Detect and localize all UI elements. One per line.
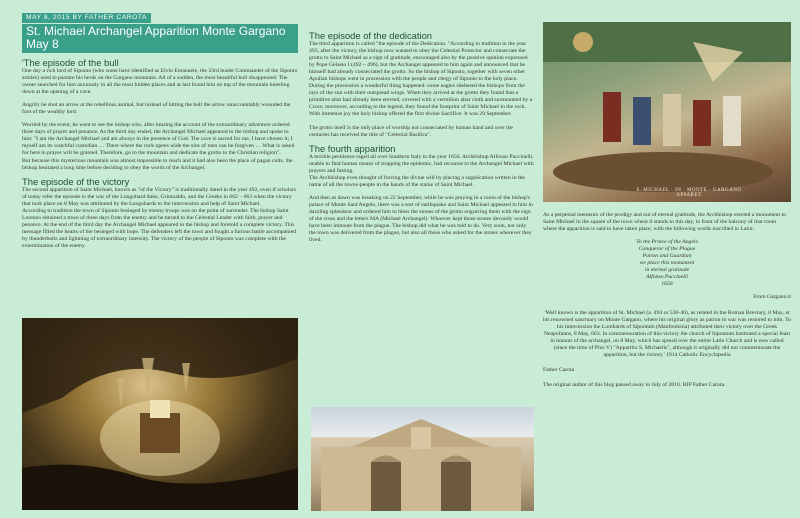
signature: Father Carota	[543, 366, 575, 373]
inscription-line: we place this monument	[639, 260, 695, 267]
title-line-1: St. Michael Archangel Apparition Monte Gargano	[26, 24, 286, 38]
bull-paragraph-1: One day a rich lord of Siponto (who some have identified as Elvio Emanuele, the 33rd leader Commander of the Siponto armies) used to pasture his herds on the Gargano mountain. All of a sudden, the most beautiful bull disappeared. The owner searched for him anxiously in all the most hidden places and at last found him on top of the mountain kneeling down at the opening of a cave.	[22, 68, 298, 96]
fourth-paragraph-3: And then as dawn was breaking on 22 September, while he was praying in a room of the bishop's palace of Monte Sant'Angelo, there was a sort of earthquake and Saint Michael appeared to him in dazzling splendour and ordered him to bless the stones of the grotto engraving them with the sign of the cross and the letters MA (Michael Archangel). Whoever kept those stones devoutly would have been immune from the plague. The bishop did what he was told to do. Very soon, not only the town was delivered from the plague, but also all those who asked for the stones wherever they lived.	[309, 194, 533, 244]
victory-paragraph-1: The second apparition of Saint Michael, known as "of the Victory" is traditionally dated in the year 492, even if scholars of today refer the episode to the war of the Longobard duke, Grimoaldo, and the Greeks in 662 – 663 when the victory that took place on 8 May was attributed by the Longobards to the intercession and help of Saint Michael.	[22, 186, 296, 207]
date-band: MAY 8, 2015 BY FATHER CAROTA	[22, 13, 151, 23]
bull-heading: 'The episode of the bull	[22, 57, 119, 68]
victory-paragraph-2: According to tradition the town of Siponto besieged by enemy troops was on the point of surrender. The bishop Saint Lorenzo obtained a truce of three days from the enemy and he turned to the Celestial Leader with faith, prayer and penance. At the end of the third day the Archangel Michael appeared to the bishop and foretold a complete victory. This message filled the hearts of the besieged with hope. The defenders left the town and fought a furious battle accompanied by thunderbolts and lightning of extraordinary intensity. The victory of the people of Siponto was complete with the extermination of the enemy.	[22, 207, 297, 249]
source-credit: From Gargano.it	[753, 294, 791, 301]
dedication-heading: The episode of the dedication	[309, 30, 433, 41]
fourth-heading: The fourth apparition	[309, 142, 396, 154]
bull-paragraph-4: But because this mysterious mountain was almost impossible to reach and it had also been the place of pagan cults, the bishop hesitated a long time before deciding to obey the words of the Archangel.	[22, 157, 293, 171]
cave-illustration	[22, 318, 298, 510]
column-left	[22, 6, 298, 250]
bull-paragraph-2: Angrily he shot an arrow at the rebellious animal, but instead of hitting the bull the arrow unaccountably wounded the foot of the wealthy lord.	[22, 102, 291, 116]
footer-note: The original author of this blog passed away in July of 2016. RIP Father Carota.	[543, 381, 726, 388]
inscription-line: To the Prince of the Angels	[636, 239, 698, 246]
cave-photo	[22, 318, 298, 510]
encyclopedia-quote: 'Well known is the apparition of St. Michael (a. 494 or 530-40), as related in the Roman Breviary, 8 May, at his renowned sanctuary on Monte Gargano, where his original glory as patron in war was restored to him. To his intercession the Lombards of Sipontum (Manfredonia) attributed their victory over the Greek Neapolitans, 8 May, 663. In commemoration of this victory the church of Sipontum instituted a special feast in honour of the archangel, on 8 May, which has spread over the entire Latin Church and is now called (since the time of Pius V) "Apparitio S. Michaelis", although it originally did not commemorate the apparition, but the victory.' 1914 Catholic Encyclopedia	[543, 309, 792, 358]
bull-paragraph-3: Worried by the event, he went to see the bishop who, after hearing the account of the extraordinary adventure ordered three days of prayer and penance. As the third day ended, the Archangel Michael appeared to the bishop and spoke to him: "I am the Archangel Michael and am always in the presence of God. The cave is sacred for me, I have chosen it; I myself am its watchful custodian … There where the rock opens wide the sins of men can be forgiven … What is asked for here in prayer will be granted. Therefore, go to the mountain and dedicate the grotto to the Christian religion".	[22, 122, 295, 157]
inscription-line: Alfonso Puccinelli	[646, 274, 688, 281]
fourth-paragraph-1: A terrible pestilence raged all over Southern Italy in the year 1656. Archbishop Alfonso Puccinelli, unable to find human means of stopping the epidemic, had recourse to the Archangel Michael with prayers and fasting.	[309, 153, 534, 174]
inscription-line: in eternal gratitude	[644, 267, 690, 274]
church-photo	[311, 407, 534, 511]
fresco-illustration	[543, 22, 791, 202]
victory-heading: The episode of the victory	[22, 175, 130, 187]
memento-paragraph: As a perpetual memento of the prodigy and out of eternal gratitude, the Archbishop erected a monument to Saint Michael in the square of the town where it stands to this day, in front of the balcony of that room where the apparition is said to have taken place, with the following words inscribed in Latin:	[543, 212, 786, 233]
page-title	[22, 24, 298, 53]
inscription-line: Conqueror of the Plague	[638, 246, 696, 253]
church-illustration	[311, 407, 534, 511]
inscription-line: 1656	[661, 281, 673, 288]
inscription-line: Patron and Guardian	[642, 253, 692, 260]
dedication-paragraph-2: The grotto itself is the only place of worship not consecrated by human hand and over the centuries has received the title of "Celestial Basilica".	[309, 124, 514, 138]
title-line-2: May 8	[26, 37, 59, 51]
fresco-painting	[543, 22, 791, 202]
fresco-caption: S. MICHAEL · IN · MONTE · GARGANO APPARET	[636, 188, 742, 198]
dedication-paragraph-1: The third apparition is called "the episode of the Dedication. "According to tradition in the year 493, after the victory, the bishop now wanted to obey the Celestial Protector and consecrate the grotto to Saint Michael as a sign of gratitude, encouraged also by the positive opinion expressed by Pope Gelasio I (492 – 496), but the Archangel appeared to him again and announced that he himself had already consecrated the grotto. So the bishop of Siponto, together with seven other Apulian bishops went in procession with the people and clergy of Siponto to the holy place. During the procession a wonderful thing happened: some eagles sheltered the bishops from the rays of the sun with their outspread wings. When they arrived at the grotto they found that a primitive altar had already been erected, covered with a vermilion altar cloth and surmounted by a Cross; moreover, according to the legend, they found the footprint of Saint Michael in the rock. With immense joy the holy bishop offered the first divine Sacrifice. It was 29 September.	[309, 41, 533, 118]
column-middle	[309, 30, 534, 244]
column-right	[543, 212, 791, 389]
fourth-paragraph-2: The Archbishop even thought of forcing the divine will by placing a supplication written in the name of all the towns-people in the hands of the statue of Saint Michael.	[309, 174, 525, 188]
latin-inscription	[543, 239, 791, 288]
